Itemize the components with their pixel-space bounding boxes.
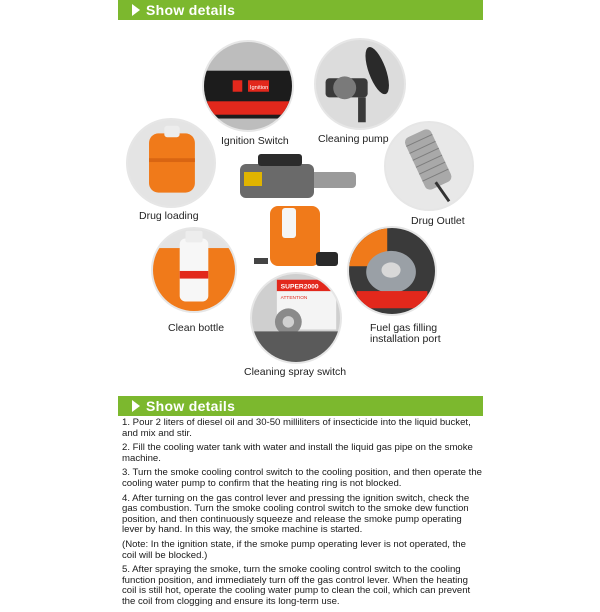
cleaning-pump-label: Cleaning pump — [318, 133, 389, 145]
show-details-banner-bottom — [118, 396, 483, 416]
cleaning-spray-switch-label: Cleaning spray switch — [244, 366, 347, 378]
orange-tank-icon — [128, 120, 214, 206]
drug-loading-image — [126, 118, 216, 208]
cleaning-pump-image — [314, 38, 406, 130]
fuel-gas-port-image — [347, 226, 437, 316]
banner-title: Show details — [146, 398, 236, 414]
fogger-machine-image — [230, 150, 360, 275]
spray-switch-panel-icon — [252, 274, 340, 362]
instruction-step: 2. Fill the cooling water tank with water and install the liquid gas pipe on the smoke machine. — [122, 442, 473, 464]
instruction-step: 1. Pour 2 liters of diesel oil and 30-50 milliliters of insecticide into the liquid bucket, and mix and stir. — [122, 417, 471, 439]
arrow-right-icon — [132, 400, 140, 412]
drug-loading-label: Drug loading — [139, 210, 199, 222]
ignition-switch-image — [202, 40, 294, 132]
banner-title: Show details — [146, 2, 236, 18]
clean-bottle-image — [151, 227, 237, 313]
ignition-panel-text: Ignition — [249, 84, 269, 91]
instruction-step: 5. After spraying the smoke, turn the smoke cooling control switch to the cooling function position, and immediately turn off the gas control lever. When the heating coil is still hot, operate the cooling water pump to clean the coil, which can prevent the coil from clogging and ensure its long-term use. — [122, 564, 471, 607]
usage-instructions — [122, 418, 482, 612]
fuel-gas-label-line2: installation port — [370, 333, 441, 345]
bottle-icon — [153, 229, 235, 311]
cleaning-spray-switch-image — [250, 272, 342, 364]
drug-outlet-image — [384, 121, 474, 211]
fuel-gas-label-line1: Fuel gas filling — [370, 322, 438, 334]
drug-outlet-label: Drug Outlet — [411, 215, 465, 227]
pump-icon — [316, 40, 404, 128]
gas-canister-icon — [349, 228, 435, 314]
ignition-switch-label: Ignition Switch — [221, 135, 289, 147]
clean-bottle-label: Clean bottle — [168, 322, 225, 334]
instruction-step: 4. After turning on the gas control lever and pressing the ignition switch, check the gas combustion. Turn the smoke cooling control switch to the smoke dew function position, and then continuously squeeze and release the smoke pump operating lever by hand. In this way, the smoke machine is started. — [122, 492, 470, 536]
fogger-machine-icon — [230, 150, 360, 275]
instruction-note: (Note: In the ignition state, if the smoke pump operating lever is not operated, the coil will be blocked.) — [122, 538, 466, 561]
mesh-outlet-icon — [386, 123, 472, 209]
arrow-right-icon — [132, 4, 140, 16]
show-details-banner-top — [118, 0, 483, 20]
instruction-step: 3. Turn the smoke cooling control switch to the cooling position, and then operate the cooling water pump to confirm that the heating ring is not blocked. — [122, 467, 482, 489]
panel-brand-text: SUPER2000 — [280, 283, 319, 291]
panel-attention-text: ATTENTION — [280, 295, 308, 301]
ignition-panel-icon — [204, 42, 292, 130]
